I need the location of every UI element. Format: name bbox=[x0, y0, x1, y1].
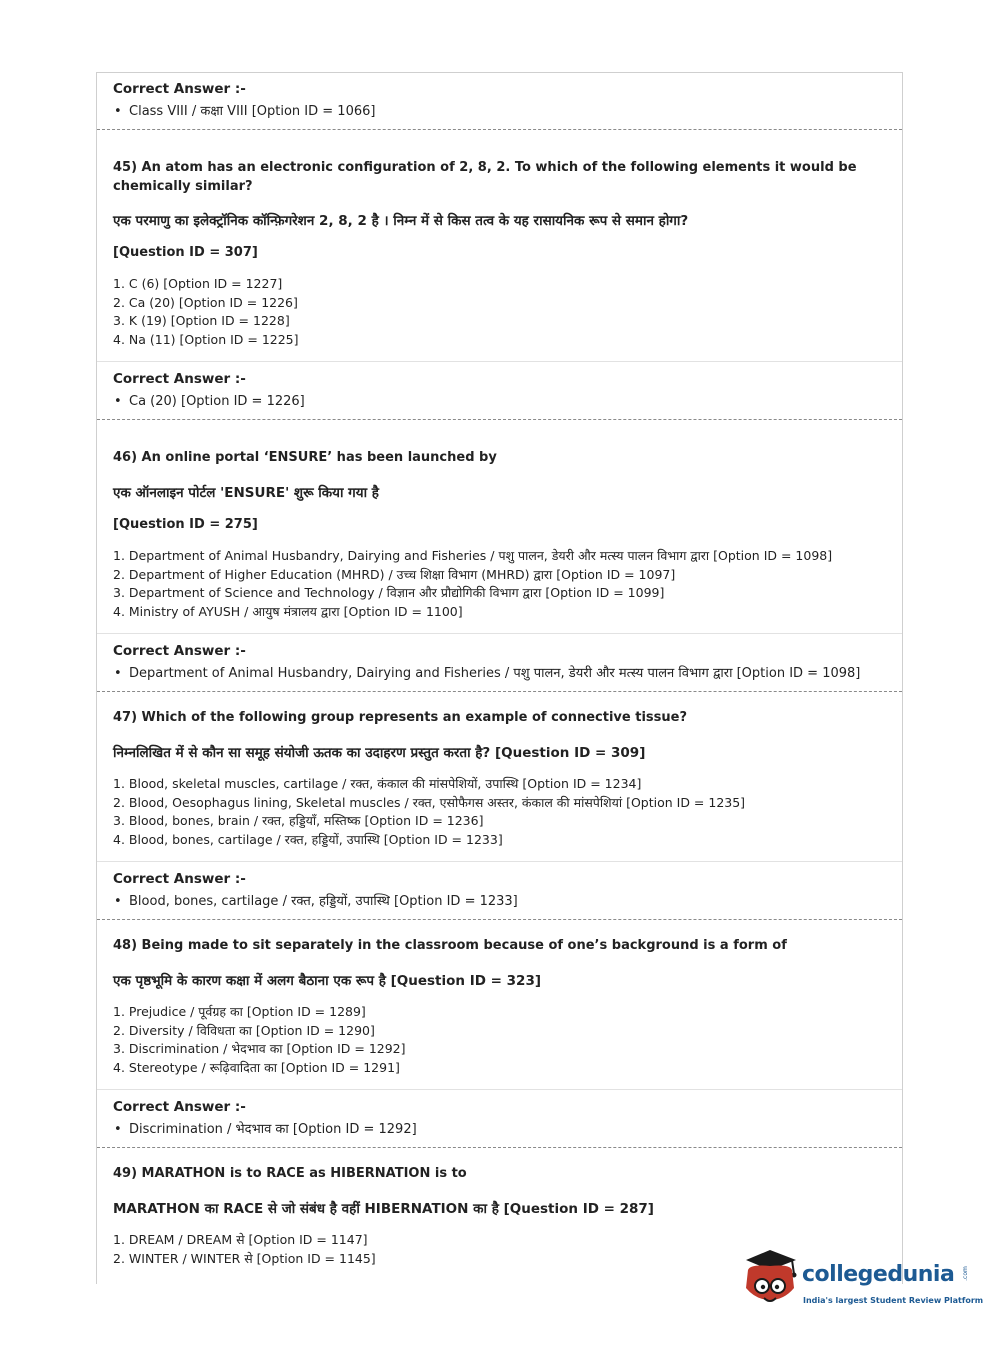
mascot-icon bbox=[740, 1248, 802, 1312]
option-item: 3. Blood, bones, brain / रक्त, हड्डियाँ, मस्तिष्क [Option ID = 1236] bbox=[113, 813, 484, 828]
question-text-hindi: निम्नलिखित में से कौन सा समूह संयोजी ऊतक का उदाहरण प्रस्तुत करता है? [Question ID = 309] bbox=[113, 745, 646, 761]
option-item: 1. Department of Animal Husbandry, Dairying and Fisheries / पशु पालन, डेयरी और मत्स्य पालन विभाग द्वारा [Option ID = 1098] bbox=[113, 548, 833, 563]
correct-answer-text: • Discrimination / भेदभाव का [Option ID = 1292] bbox=[113, 1121, 886, 1139]
question-block-47 bbox=[97, 692, 902, 862]
question-text-hindi: MARATHON का RACE से जो संबंध है वहीं HIBERNATION का है [Question ID = 287] bbox=[113, 1201, 654, 1217]
option-item: 1. Prejudice / पूर्वग्रह का [Option ID = 1289] bbox=[113, 1004, 366, 1019]
question-text-english: 45) An atom has an electronic configuration of 2, 8, 2. To which of the following elements it would be chemically similar? bbox=[113, 160, 857, 194]
answer-block-46 bbox=[97, 634, 902, 692]
question-text-english: 48) Being made to sit separately in the classroom because of one’s background is a form of bbox=[113, 938, 787, 953]
correct-answer-heading: Correct Answer :- bbox=[113, 1099, 246, 1115]
correct-answer-text: • Blood, bones, cartilage / रक्त, हड्डियों, उपास्थि [Option ID = 1233] bbox=[113, 893, 886, 911]
question-id: [Question ID = 275] bbox=[113, 517, 258, 532]
option-item: 3. K (19) [Option ID = 1228] bbox=[113, 313, 290, 328]
option-item: 2. Blood, Oesophagus lining, Skeletal muscles / रक्त, एसोफैगस अस्तर, कंकाल की मांसपेशियां [Option ID = 1235] bbox=[113, 794, 746, 810]
question-paper-page bbox=[96, 72, 903, 1284]
correct-answer-text: • Ca (20) [Option ID = 1226] bbox=[113, 393, 886, 411]
question-block-45 bbox=[97, 130, 902, 362]
option-item: 4. Blood, bones, cartilage / रक्त, हड्डियों, उपास्थि [Option ID = 1233] bbox=[113, 831, 503, 847]
question-text-hindi: एक पृष्ठभूमि के कारण कक्षा में अलग बैठाना एक रूप है [Question ID = 323] bbox=[113, 973, 542, 989]
correct-answer-heading: Correct Answer :- bbox=[113, 871, 246, 887]
option-item: 2. Diversity / विविधता का [Option ID = 1290] bbox=[113, 1022, 375, 1038]
question-block-48 bbox=[97, 920, 902, 1090]
option-list bbox=[113, 1003, 886, 1077]
logo-tagline: India's largest Student Review Platform bbox=[803, 1296, 984, 1305]
option-list bbox=[113, 775, 886, 849]
question-text-hindi: एक परमाणु का इलेक्ट्रॉनिक कॉन्फ़िगरेशन 2, 8, 2 है । निम्न में से किस तत्व के यह रासायनिक रूप से समान होगा? bbox=[113, 213, 689, 229]
option-item: 2. Ca (20) [Option ID = 1226] bbox=[113, 294, 298, 310]
question-text-hindi: एक ऑनलाइन पोर्टल 'ENSURE' शुरू किया गया है bbox=[113, 485, 379, 501]
correct-answer-text: • Department of Animal Husbandry, Dairying and Fisheries / पशु पालन, डेयरी और मत्स्य पालन विभाग द्वारा [Option ID = 1098] bbox=[113, 665, 886, 683]
option-item: 4. Ministry of AYUSH / आयुष मंत्रालय द्वारा [Option ID = 1100] bbox=[113, 603, 463, 619]
correct-answer-heading: Correct Answer :- bbox=[113, 643, 246, 659]
logo-suffix: .com bbox=[961, 1266, 969, 1281]
correct-answer-heading: Correct Answer :- bbox=[113, 371, 246, 387]
question-text-english: 49) MARATHON is to RACE as HIBERNATION is to bbox=[113, 1166, 467, 1181]
correct-answer-text: • Class VIII / कक्षा VIII [Option ID = 1066] bbox=[113, 103, 886, 121]
answer-block-45 bbox=[97, 362, 902, 420]
answer-block-44 bbox=[97, 73, 902, 130]
question-text-english: 46) An online portal ‘ENSURE’ has been launched by bbox=[113, 450, 497, 465]
option-list bbox=[113, 547, 886, 621]
answer-block-48 bbox=[97, 1090, 902, 1148]
option-item: 1. DREAM / DREAM से [Option ID = 1147] bbox=[113, 1232, 368, 1247]
logo-wordmark: collegedunia bbox=[802, 1262, 955, 1287]
option-item: 3. Discrimination / भेदभाव का [Option ID = 1292] bbox=[113, 1041, 406, 1056]
answer-block-47 bbox=[97, 862, 902, 920]
question-text-english: 47) Which of the following group represents an example of connective tissue? bbox=[113, 710, 687, 725]
option-item: 3. Department of Science and Technology / विज्ञान और प्रौद्योगिकी विभाग द्वारा [Option ID = 1099] bbox=[113, 585, 665, 600]
option-item: 2. Department of Higher Education (MHRD) / उच्च शिक्षा विभाग (MHRD) द्वारा [Option ID = 1097] bbox=[113, 566, 676, 582]
collegedunia-logo bbox=[740, 1246, 984, 1316]
question-block-46 bbox=[97, 420, 902, 634]
option-item: 4. Na (11) [Option ID = 1225] bbox=[113, 331, 299, 347]
option-item: 1. Blood, skeletal muscles, cartilage / रक्त, कंकाल की मांसपेशियों, उपास्थि [Option ID = 1234] bbox=[113, 776, 642, 791]
option-list bbox=[113, 275, 886, 349]
option-item: 2. WINTER / WINTER से [Option ID = 1145] bbox=[113, 1250, 376, 1266]
option-item: 4. Stereotype / रूढ़िवादिता का [Option ID = 1291] bbox=[113, 1059, 400, 1075]
option-item: 1. C (6) [Option ID = 1227] bbox=[113, 276, 283, 291]
question-id: [Question ID = 307] bbox=[113, 245, 258, 260]
correct-answer-heading: Correct Answer :- bbox=[113, 81, 246, 97]
